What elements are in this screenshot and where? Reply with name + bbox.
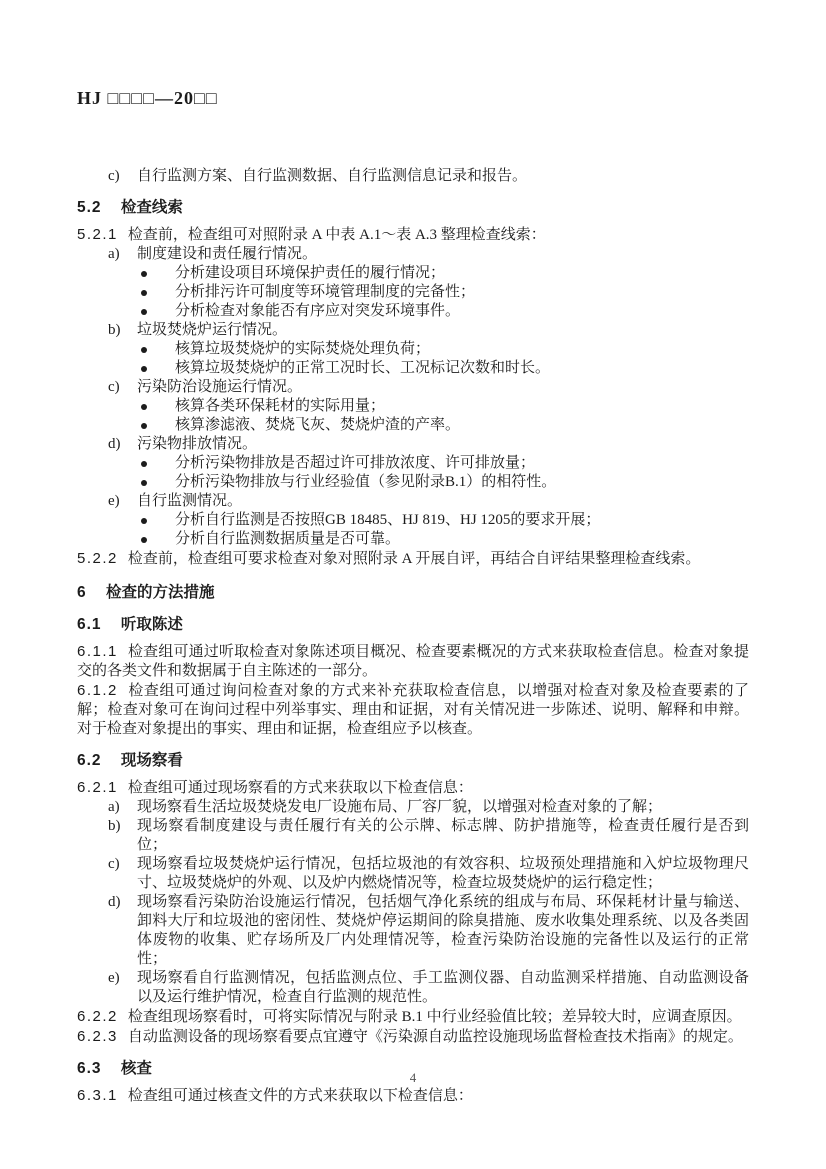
section-number: 6.3	[77, 1060, 102, 1077]
clause-text: 检查前，检查组可要求检查对象对照附录 A 开展自评，再结合自评结果整理检查线索。	[127, 551, 701, 567]
page-header: HJ □□□□—20□□	[77, 88, 218, 108]
list-item-label: a)	[108, 246, 120, 262]
section-number: 6.2	[77, 752, 102, 769]
clause-paragraph	[77, 549, 749, 569]
bullet-icon	[141, 366, 147, 372]
bullet-icon	[141, 537, 147, 543]
list-item	[77, 245, 749, 264]
clause-text: 检查组现场察看时，可将实际情况与附录 B.1 中行业经验值比较；差异较大时，应调查原因。	[127, 1009, 742, 1025]
bullet-item	[77, 302, 749, 321]
bullet-icon	[141, 423, 147, 429]
list-item-text: 污染防治设施运行情况。	[137, 379, 303, 395]
list-item-label: d)	[108, 894, 121, 910]
bullet-icon	[141, 518, 147, 524]
list-item-label: b)	[108, 322, 121, 338]
list-item	[77, 435, 749, 454]
bullet-text: 分析建设项目环境保护责任的履行情况；	[175, 265, 446, 281]
bullet-text: 核算垃圾焚烧炉的实际焚烧处理负荷；	[175, 341, 431, 357]
clause-paragraph	[77, 778, 749, 798]
page-number: 4	[409, 1070, 417, 1085]
bullet-item	[77, 454, 749, 473]
section-heading	[77, 751, 749, 770]
chapter-number: 6	[77, 584, 87, 601]
clause-text: 检查组可通过听取检查对象陈述项目概况、检查要素概况的方式来获取检查信息。检查对象提交的各类文件和数据属于自主陈述的一部分。	[77, 644, 749, 679]
chapter-heading	[77, 583, 749, 602]
clause-text: 检查组可通过现场察看的方式来获取以下检查信息：	[127, 780, 473, 796]
clause-number: 5.2.1	[77, 226, 118, 243]
list-item-text: 自行监测情况。	[137, 493, 243, 509]
list-item-label: e)	[108, 970, 120, 986]
list-item-text: 现场察看制度建设与责任履行有关的公示牌、标志牌、防护措施等，检查责任履行是否到位；	[137, 818, 749, 853]
bullet-text: 分析污染物排放与行业经验值（参见附录B.1）的相符性。	[175, 474, 557, 490]
bullet-icon	[141, 290, 147, 296]
list-item-text: 现场察看污染防治设施运行情况，包括烟气净化系统的组成与布局、环保耗材计量与输送、卸料大厅和垃圾池的密闭性、焚烧炉停运期间的除臭措施、废水收集处理系统、以及各类固体废物的收集、贮存场所及厂内处理情况等，检查污染防治设施的完备性以及运行的正常性；	[137, 894, 749, 967]
list-item-label: b)	[108, 818, 121, 834]
clause-text: 自动监测设备的现场察看要点宜遵守《污染源自动监控设施现场监督检查技术指南》的规定。	[127, 1029, 743, 1045]
list-item	[77, 321, 749, 340]
list-item-label: c)	[108, 856, 120, 872]
list-item	[77, 855, 749, 893]
list-item	[77, 378, 749, 397]
section-heading	[77, 615, 749, 634]
list-item-label: a)	[108, 799, 120, 815]
bullet-icon	[141, 309, 147, 315]
section-title: 核查	[120, 1060, 152, 1077]
bullet-text: 核算垃圾焚烧炉的正常工况时长、工况标记次数和时长。	[175, 360, 551, 376]
clause-number: 6.2.2	[77, 1008, 118, 1025]
list-item-text: 污染物排放情况。	[137, 436, 258, 452]
bullet-item	[77, 416, 749, 435]
section-heading	[77, 198, 749, 217]
bullet-text: 分析自行监测是否按照GB 18485、HJ 819、HJ 1205的要求开展；	[175, 512, 601, 528]
bullet-text: 分析自行监测数据质量是否可靠。	[175, 531, 401, 547]
clause-paragraph	[77, 681, 749, 739]
bullet-text: 核算各类环保耗材的实际用量；	[175, 398, 386, 414]
bullet-icon	[141, 271, 147, 277]
bullet-icon	[141, 404, 147, 410]
section-title: 现场察看	[120, 752, 183, 769]
clause-text: 检查组可通过核查文件的方式来获取以下检查信息：	[127, 1088, 473, 1104]
list-item	[77, 893, 749, 969]
bullet-text: 分析污染物排放是否超过许可排放浓度、许可排放量；	[175, 455, 536, 471]
bullet-text: 分析排污许可制度等环境管理制度的完备性；	[175, 284, 476, 300]
bullet-item	[77, 264, 749, 283]
bullet-item	[77, 473, 749, 492]
list-item	[77, 817, 749, 855]
clause-text: 检查前，检查组可对照附录 A 中表 A.1～表 A.3 整理检查线索：	[127, 227, 546, 243]
clause-number: 5.2.2	[77, 550, 118, 567]
bullet-item	[77, 340, 749, 359]
bullet-item	[77, 397, 749, 416]
list-item-text: 自行监测方案、自行监测数据、自行监测信息记录和报告。	[137, 168, 528, 184]
bullet-icon	[141, 347, 147, 353]
document-content	[77, 167, 749, 1106]
list-item-label: c)	[108, 379, 120, 395]
list-item-label: e)	[108, 493, 120, 509]
list-item-text: 制度建设和责任履行情况。	[137, 246, 318, 262]
list-item-label: d)	[108, 436, 121, 452]
bullet-icon	[141, 480, 147, 486]
clause-paragraph	[77, 225, 749, 245]
clause-number: 6.2.1	[77, 779, 118, 796]
bullet-item	[77, 511, 749, 530]
clause-number: 6.1.1	[77, 643, 118, 660]
bullet-text: 分析检查对象能否有序应对突发环境事件。	[175, 303, 461, 319]
chapter-title: 检查的方法措施	[105, 584, 215, 601]
bullet-item	[77, 530, 749, 549]
bullet-text: 核算渗滤液、焚烧飞灰、焚烧炉渣的产率。	[175, 417, 461, 433]
list-item-text: 现场察看垃圾焚烧炉运行情况，包括垃圾池的有效容积、垃圾预处理措施和入炉垃圾物理尺寸、垃圾焚烧炉的外观、以及炉内燃烧情况等，检查垃圾焚烧炉的运行稳定性；	[137, 856, 749, 891]
clause-paragraph	[77, 1027, 749, 1047]
section-title: 听取陈述	[120, 616, 183, 633]
clause-number: 6.3.1	[77, 1087, 118, 1104]
clause-text: 检查组可通过询问检查对象的方式来补充获取检查信息，以增强对检查对象及检查要素的了解；检查对象可在询问过程中列举事实、理由和证据，对有关情况进一步陈述、说明、解释和申辩。对于检查对象提出的事实、理由和证据，检查组应予以核查。	[77, 683, 749, 737]
list-item	[77, 969, 749, 1007]
list-item	[77, 492, 749, 511]
list-item-text: 垃圾焚烧炉运行情况。	[137, 322, 288, 338]
bullet-icon	[141, 461, 147, 467]
bullet-item	[77, 283, 749, 302]
clause-number: 6.2.3	[77, 1028, 118, 1045]
section-title: 检查线索	[120, 199, 183, 216]
clause-paragraph	[77, 1086, 749, 1106]
bullet-item	[77, 359, 749, 378]
clause-number: 6.1.2	[77, 682, 118, 699]
list-item-text: 现场察看自行监测情况，包括监测点位、手工监测仪器、自动监测采样措施、自动监测设备以及运行维护情况，检查自行监测的规范性。	[137, 970, 749, 1005]
list-item-text: 现场察看生活垃圾焚烧发电厂设施布局、厂容厂貌，以增强对检查对象的了解；	[137, 799, 663, 815]
section-number: 6.1	[77, 616, 102, 633]
list-item	[77, 798, 749, 817]
list-item-label: c)	[108, 168, 120, 184]
list-item	[77, 167, 749, 186]
clause-paragraph	[77, 1007, 749, 1027]
clause-paragraph	[77, 642, 749, 681]
section-number: 5.2	[77, 199, 102, 216]
